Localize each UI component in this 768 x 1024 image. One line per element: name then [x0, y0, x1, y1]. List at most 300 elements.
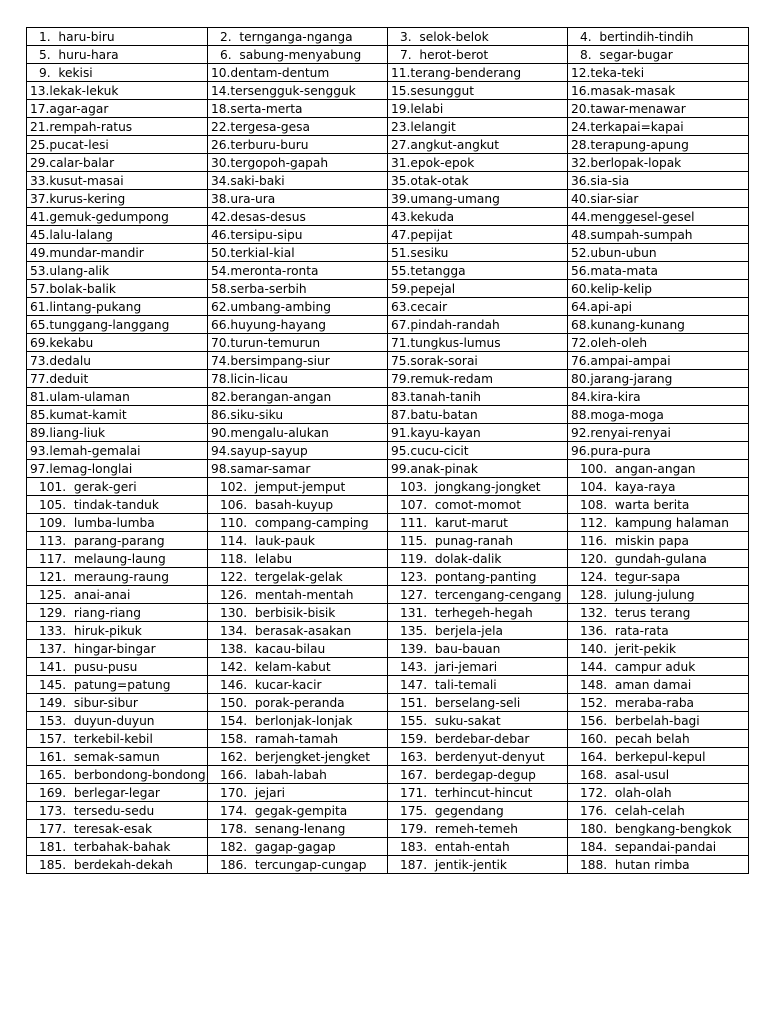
word-entry: 109. lumba-lumba — [39, 516, 155, 530]
word-cell — [388, 442, 568, 460]
word-entry: 136. rata-rata — [580, 624, 669, 638]
table-row — [27, 262, 749, 280]
word-entry: 72.oleh-oleh — [571, 336, 648, 350]
word-cell — [208, 424, 388, 442]
word-entry: 119. dolak-dalik — [400, 552, 502, 566]
word-cell — [27, 442, 208, 460]
word-entry: 185. berdekah-dekah — [39, 858, 173, 872]
word-cell — [27, 658, 208, 676]
word-cell — [568, 226, 749, 244]
table-row — [27, 406, 749, 424]
word-cell — [388, 532, 568, 550]
word-cell — [27, 64, 208, 82]
word-cell — [568, 100, 749, 118]
word-cell — [208, 622, 388, 640]
word-cell — [208, 802, 388, 820]
table-row — [27, 172, 749, 190]
word-entry: 174. gegak-gempita — [220, 804, 348, 818]
word-entry: 111. karut-marut — [400, 516, 508, 530]
word-entry: 8. segar-bugar — [580, 48, 673, 62]
word-cell — [568, 604, 749, 622]
word-entry: 46.tersipu-sipu — [211, 228, 303, 242]
word-entry: 134. berasak-asakan — [220, 624, 352, 638]
word-entry: 35.otak-otak — [391, 174, 469, 188]
word-entry: 144. campur aduk — [580, 660, 696, 674]
word-entry: 161. semak-samun — [39, 750, 160, 764]
word-entry: 45.lalu-lalang — [30, 228, 113, 242]
word-entry: 135. berjela-jela — [400, 624, 504, 638]
word-cell — [388, 100, 568, 118]
word-entry: 113. parang-parang — [39, 534, 165, 548]
table-row — [27, 838, 749, 856]
word-entry: 18.serta-merta — [211, 102, 303, 116]
table-row — [27, 658, 749, 676]
table-row — [27, 190, 749, 208]
word-entry: 181. terbahak-bahak — [39, 840, 171, 854]
table-row — [27, 766, 749, 784]
word-entry: 101. gerak-geri — [39, 480, 137, 494]
word-cell — [388, 748, 568, 766]
word-cell — [568, 28, 749, 46]
word-entry: 104. kaya-raya — [580, 480, 676, 494]
word-entry: 160. pecah belah — [580, 732, 690, 746]
word-cell — [388, 244, 568, 262]
word-cell — [568, 352, 749, 370]
word-cell — [27, 46, 208, 64]
word-cell — [568, 586, 749, 604]
word-entry: 2. ternganga-nganga — [220, 30, 353, 44]
table-row — [27, 532, 749, 550]
word-cell — [568, 118, 749, 136]
word-cell — [388, 496, 568, 514]
word-cell — [388, 694, 568, 712]
word-cell — [568, 784, 749, 802]
word-entry: 166. labah-labah — [220, 768, 327, 782]
word-cell — [27, 676, 208, 694]
word-entry: 10.dentam-dentum — [211, 66, 330, 80]
word-cell — [388, 136, 568, 154]
word-entry: 48.sumpah-sumpah — [571, 228, 693, 242]
word-cell — [208, 730, 388, 748]
word-entry: 168. asal-usul — [580, 768, 670, 782]
word-cell — [568, 640, 749, 658]
table-row — [27, 802, 749, 820]
word-cell — [208, 766, 388, 784]
word-cell — [27, 460, 208, 478]
word-entry: 80.jarang-jarang — [571, 372, 673, 386]
table-row — [27, 352, 749, 370]
word-entry: 17.agar-agar — [30, 102, 109, 116]
word-entry: 157. terkebil-kebil — [39, 732, 153, 746]
word-cell — [568, 532, 749, 550]
table-row — [27, 64, 749, 82]
word-entry: 34.saki-baki — [211, 174, 285, 188]
word-entry: 118. lelabu — [220, 552, 293, 566]
word-cell — [208, 838, 388, 856]
word-cell — [388, 406, 568, 424]
word-entry: 180. bengkang-bengkok — [580, 822, 732, 836]
word-cell — [568, 550, 749, 568]
word-cell — [208, 694, 388, 712]
table-row — [27, 208, 749, 226]
word-entry: 82.berangan-angan — [211, 390, 332, 404]
word-entry: 52.ubun-ubun — [571, 246, 657, 260]
word-cell — [208, 856, 388, 874]
word-cell — [388, 550, 568, 568]
word-entry: 169. berlegar-legar — [39, 786, 160, 800]
word-entry: 85.kumat-kamit — [30, 408, 127, 422]
word-entry: 71.tungkus-lumus — [391, 336, 501, 350]
word-entry: 108. warta berita — [580, 498, 690, 512]
table-row — [27, 118, 749, 136]
word-cell — [388, 388, 568, 406]
word-entry: 74.bersimpang-siur — [211, 354, 330, 368]
word-entry: 187. jentik-jentik — [400, 858, 507, 872]
word-cell — [388, 298, 568, 316]
word-cell — [208, 406, 388, 424]
word-cell — [208, 496, 388, 514]
word-cell — [27, 244, 208, 262]
word-cell — [27, 568, 208, 586]
word-entry: 98.samar-samar — [211, 462, 311, 476]
word-cell — [208, 658, 388, 676]
word-entry: 11.terang-benderang — [391, 66, 522, 80]
table-row — [27, 748, 749, 766]
word-entry: 139. bau-bauan — [400, 642, 501, 656]
word-entry: 173. tersedu-sedu — [39, 804, 155, 818]
word-entry: 68.kunang-kunang — [571, 318, 685, 332]
word-entry: 117. melaung-laung — [39, 552, 166, 566]
word-cell — [568, 748, 749, 766]
word-entry: 171. terhincut-hincut — [400, 786, 533, 800]
word-cell — [208, 550, 388, 568]
word-cell — [27, 820, 208, 838]
word-entry: 41.gemuk-gedumpong — [30, 210, 169, 224]
word-entry: 95.cucu-cicit — [391, 444, 469, 458]
word-entry: 12.teka-teki — [571, 66, 645, 80]
word-entry: 86.siku-siku — [211, 408, 284, 422]
word-cell — [27, 370, 208, 388]
word-cell — [388, 604, 568, 622]
word-entry: 110. compang-camping — [220, 516, 369, 530]
word-entry: 122. tergelak-gelak — [220, 570, 343, 584]
word-entry: 44.menggesel-gesel — [571, 210, 695, 224]
word-cell — [388, 784, 568, 802]
word-cell — [568, 172, 749, 190]
word-entry: 36.sia-sia — [571, 174, 630, 188]
word-entry: 64.api-api — [571, 300, 632, 314]
word-cell — [388, 658, 568, 676]
word-cell — [568, 460, 749, 478]
word-entry: 123. pontang-panting — [400, 570, 537, 584]
word-entry: 150. porak-peranda — [220, 696, 345, 710]
table-row — [27, 514, 749, 532]
word-cell — [208, 136, 388, 154]
word-entry: 27.angkut-angkut — [391, 138, 500, 152]
table-row — [27, 28, 749, 46]
word-entry: 59.pepejal — [391, 282, 456, 296]
word-cell — [568, 262, 749, 280]
word-entry: 176. celah-celah — [580, 804, 685, 818]
table-row — [27, 856, 749, 874]
word-entry: 162. berjengket-jengket — [220, 750, 371, 764]
word-cell — [27, 424, 208, 442]
word-cell — [27, 352, 208, 370]
word-cell — [208, 334, 388, 352]
word-cell — [568, 154, 749, 172]
word-cell — [568, 370, 749, 388]
word-cell — [208, 586, 388, 604]
word-cell — [208, 280, 388, 298]
table-row — [27, 478, 749, 496]
word-cell — [208, 208, 388, 226]
word-entry: 40.siar-siar — [571, 192, 639, 206]
word-cell — [568, 280, 749, 298]
word-entry: 15.sesunggut — [391, 84, 475, 98]
word-cell — [568, 316, 749, 334]
word-cell — [568, 406, 749, 424]
word-entry: 61.lintang-pukang — [30, 300, 142, 314]
word-entry: 126. mentah-mentah — [220, 588, 354, 602]
word-entry: 89.liang-liuk — [30, 426, 106, 440]
word-entry: 141. pusu-pusu — [39, 660, 138, 674]
word-entry: 23.lelangit — [391, 120, 456, 134]
word-cell — [568, 478, 749, 496]
table-row — [27, 100, 749, 118]
word-cell — [208, 442, 388, 460]
word-cell — [27, 280, 208, 298]
word-cell — [568, 190, 749, 208]
table-row — [27, 550, 749, 568]
word-entry: 103. jongkang-jongket — [400, 480, 541, 494]
word-entry: 114. lauk-pauk — [220, 534, 315, 548]
word-cell — [208, 820, 388, 838]
word-entry: 184. sepandai-pandai — [580, 840, 717, 854]
word-cell — [208, 514, 388, 532]
word-cell — [388, 622, 568, 640]
word-cell — [388, 226, 568, 244]
word-entry: 3. selok-belok — [400, 30, 489, 44]
word-entry: 76.ampai-ampai — [571, 354, 671, 368]
word-cell — [388, 28, 568, 46]
table-row — [27, 820, 749, 838]
word-entry: 183. entah-entah — [400, 840, 510, 854]
word-entry: 188. hutan rimba — [580, 858, 690, 872]
word-entry: 133. hiruk-pikuk — [39, 624, 142, 638]
word-cell — [388, 838, 568, 856]
word-entry: 33.kusut-masai — [30, 174, 124, 188]
table-row — [27, 730, 749, 748]
word-cell — [27, 514, 208, 532]
word-cell — [27, 766, 208, 784]
word-cell — [568, 424, 749, 442]
word-entry: 107. comot-momot — [400, 498, 521, 512]
word-cell — [568, 496, 749, 514]
word-entry: 164. berkepul-kepul — [580, 750, 706, 764]
word-cell — [388, 460, 568, 478]
word-entry: 21.rempah-ratus — [30, 120, 133, 134]
word-entry: 75.sorak-sorai — [391, 354, 478, 368]
word-entry: 47.pepijat — [391, 228, 453, 242]
word-cell — [27, 190, 208, 208]
word-cell — [388, 766, 568, 784]
word-cell — [27, 802, 208, 820]
word-entry: 172. olah-olah — [580, 786, 672, 800]
word-entry: 145. patung=patung — [39, 678, 171, 692]
word-entry: 137. hingar-bingar — [39, 642, 156, 656]
word-cell — [208, 154, 388, 172]
table-row — [27, 784, 749, 802]
word-entry: 42.desas-desus — [211, 210, 306, 224]
word-cell — [27, 334, 208, 352]
word-cell — [208, 640, 388, 658]
word-cell — [208, 28, 388, 46]
word-cell — [568, 694, 749, 712]
word-cell — [27, 856, 208, 874]
word-cell — [568, 208, 749, 226]
word-entry: 69.kekabu — [30, 336, 94, 350]
word-cell — [388, 586, 568, 604]
word-cell — [568, 856, 749, 874]
word-entry: 97.lemag-longlai — [30, 462, 133, 476]
word-entry: 25.pucat-lesi — [30, 138, 109, 152]
word-cell — [27, 82, 208, 100]
word-cell — [208, 352, 388, 370]
word-cell — [388, 352, 568, 370]
word-entry: 56.mata-mata — [571, 264, 658, 278]
word-cell — [208, 316, 388, 334]
word-cell — [388, 64, 568, 82]
word-cell — [568, 712, 749, 730]
word-cell — [388, 676, 568, 694]
word-cell — [388, 154, 568, 172]
word-entry: 132. terus terang — [580, 606, 691, 620]
word-cell — [27, 226, 208, 244]
word-cell — [208, 262, 388, 280]
word-entry: 84.kira-kira — [571, 390, 641, 404]
word-entry: 138. kacau-bilau — [220, 642, 326, 656]
word-entry: 65.tunggang-langgang — [30, 318, 170, 332]
word-entry: 170. jejari — [220, 786, 286, 800]
word-cell — [568, 838, 749, 856]
word-entry: 73.dedalu — [30, 354, 91, 368]
word-cell — [27, 100, 208, 118]
word-entry: 154. berlonjak-lonjak — [220, 714, 353, 728]
word-cell — [568, 442, 749, 460]
word-entry: 13.lekak-lekuk — [30, 84, 119, 98]
word-entry: 156. berbelah-bagi — [580, 714, 700, 728]
word-cell — [208, 46, 388, 64]
word-entry: 100. angan-angan — [580, 462, 696, 476]
word-entry: 105. tindak-tanduk — [39, 498, 159, 512]
word-entry: 49.mundar-mandir — [30, 246, 144, 260]
word-cell — [388, 370, 568, 388]
table-row — [27, 370, 749, 388]
table-row — [27, 694, 749, 712]
word-entry: 55.tetangga — [391, 264, 466, 278]
word-entry: 120. gundah-gulana — [580, 552, 707, 566]
word-cell — [208, 64, 388, 82]
word-entry: 93.lemah-gemalai — [30, 444, 141, 458]
word-entry: 77.deduit — [30, 372, 89, 386]
word-cell — [568, 64, 749, 82]
word-cell — [208, 244, 388, 262]
word-cell — [568, 334, 749, 352]
word-entry: 179. remeh-temeh — [400, 822, 518, 836]
word-entry: 60.kelip-kelip — [571, 282, 653, 296]
word-entry: 127. tercengang-cengang — [400, 588, 562, 602]
word-entry: 163. berdenyut-denyut — [400, 750, 545, 764]
word-entry: 186. tercungap-cungap — [220, 858, 367, 872]
word-list-table — [26, 27, 749, 874]
word-entry: 24.terkapai=kapai — [571, 120, 684, 134]
table-row — [27, 136, 749, 154]
table-row — [27, 586, 749, 604]
word-cell — [388, 568, 568, 586]
word-cell — [568, 820, 749, 838]
word-cell — [208, 604, 388, 622]
table-row — [27, 442, 749, 460]
word-cell — [388, 316, 568, 334]
word-entry: 20.tawar-menawar — [571, 102, 686, 116]
word-entry: 66.huyung-hayang — [211, 318, 326, 332]
word-entry: 151. berselang-seli — [400, 696, 521, 710]
word-cell — [27, 640, 208, 658]
word-cell — [27, 316, 208, 334]
word-entry: 167. berdegap-degup — [400, 768, 536, 782]
word-cell — [208, 190, 388, 208]
word-entry: 5. huru-hara — [39, 48, 119, 62]
word-cell — [568, 298, 749, 316]
table-row — [27, 388, 749, 406]
word-cell — [388, 334, 568, 352]
word-entry: 147. tali-temali — [400, 678, 497, 692]
word-cell — [388, 118, 568, 136]
word-entry: 115. punag-ranah — [400, 534, 514, 548]
word-cell — [568, 622, 749, 640]
word-cell — [208, 82, 388, 100]
word-cell — [568, 388, 749, 406]
word-entry: 31.epok-epok — [391, 156, 475, 170]
word-cell — [568, 676, 749, 694]
table-row — [27, 712, 749, 730]
word-entry: 81.ulam-ulaman — [30, 390, 130, 404]
word-cell — [208, 748, 388, 766]
word-cell — [27, 622, 208, 640]
word-entry: 51.sesiku — [391, 246, 449, 260]
word-cell — [27, 496, 208, 514]
word-cell — [568, 658, 749, 676]
word-entry: 175. gegendang — [400, 804, 504, 818]
word-cell — [388, 478, 568, 496]
table-row — [27, 244, 749, 262]
word-cell — [388, 712, 568, 730]
word-entry: 131. terhegeh-hegah — [400, 606, 533, 620]
table-row — [27, 316, 749, 334]
table-row — [27, 622, 749, 640]
table-row — [27, 334, 749, 352]
word-entry: 158. ramah-tamah — [220, 732, 339, 746]
word-entry: 6. sabung-menyabung — [220, 48, 362, 62]
word-entry: 62.umbang-ambing — [211, 300, 331, 314]
table-row — [27, 82, 749, 100]
word-cell — [388, 820, 568, 838]
table-row — [27, 676, 749, 694]
word-cell — [388, 208, 568, 226]
word-entry: 116. miskin papa — [580, 534, 689, 548]
word-entry: 54.meronta-ronta — [211, 264, 319, 278]
word-cell — [27, 262, 208, 280]
